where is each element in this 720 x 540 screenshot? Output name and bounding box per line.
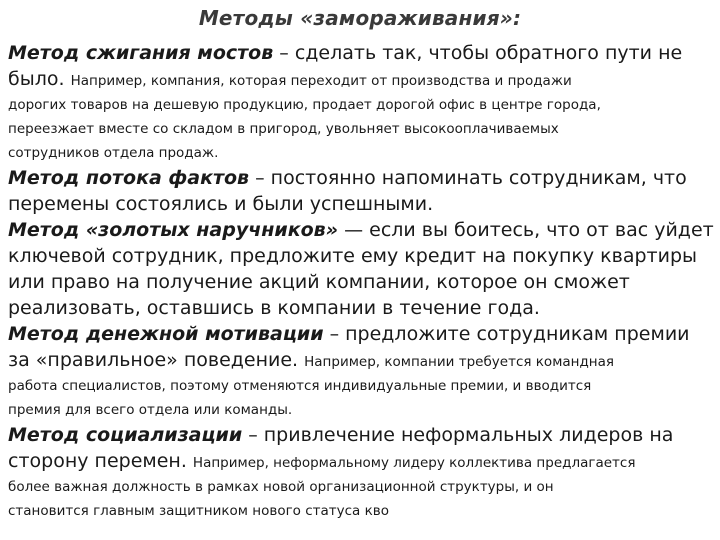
- method-term: Метод социализации: [8, 424, 243, 446]
- example-text: более важная должность в рамках новой организационной структуры, и он: [8, 479, 554, 495]
- example-text: работа специалистов, поэтому отменяются индивидуальные премии, и вводится: [8, 378, 592, 394]
- example-text: Например, компании требуется командная: [304, 354, 615, 370]
- paragraph-burning-bridges: [8, 40, 716, 165]
- paragraph-text: – сделать так, чтобы обратного пути не: [273, 42, 683, 64]
- paragraph-text: было.: [8, 68, 71, 90]
- slide-body: [8, 40, 716, 523]
- paragraph-socialization: [8, 422, 716, 523]
- method-term: Метод потока фактов: [8, 167, 250, 189]
- example-text: переезжает вместе со складом в пригород, увольняет высокооплачиваемых: [8, 121, 559, 137]
- paragraph-text: – предложите сотрудникам премии: [323, 323, 690, 345]
- slide-title: Методы «замораживания»:: [198, 6, 522, 30]
- method-term: Метод денежной мотивации: [8, 323, 324, 345]
- example-text: Например, неформальному лидеру коллектива предлагается: [192, 455, 636, 471]
- example-text: сотрудников отдела продаж.: [8, 145, 219, 161]
- paragraph-text: – привлечение неформальных лидеров на: [242, 424, 674, 446]
- example-text: становится главным защитником нового статуса кво: [8, 503, 389, 519]
- example-text: дорогих товаров на дешевую продукцию, продает дорогой офис в центре города,: [8, 97, 601, 113]
- example-text: премия для всего отдела или команды.: [8, 402, 293, 418]
- paragraph-text: или право на получение акций компании, которое он сможет: [8, 271, 630, 293]
- example-text: Например, компания, которая переходит от производства и продажи: [70, 73, 572, 89]
- paragraph-text: ключевой сотрудник, предложите ему кредит на покупку квартиры: [8, 245, 698, 267]
- paragraph-money-motivation: [8, 321, 716, 422]
- paragraph-text: — если вы боитесь, что от вас уйдет: [338, 219, 714, 241]
- paragraph-text: сторону перемен.: [8, 450, 193, 472]
- paragraph-golden-handcuffs: [8, 217, 716, 321]
- paragraph-fact-flow: [8, 165, 716, 217]
- paragraph-text: за «правильное» поведение.: [8, 349, 305, 371]
- method-term: Метод сжигания мостов: [8, 42, 274, 64]
- paragraph-text: перемены состоялись и были успешными.: [8, 193, 434, 215]
- paragraph-text: реализовать, оставшись в компании в течение года.: [8, 297, 540, 319]
- paragraph-text: – постоянно напоминать сотрудникам, что: [249, 167, 687, 189]
- method-term: Метод «золотых наручников»: [8, 219, 339, 241]
